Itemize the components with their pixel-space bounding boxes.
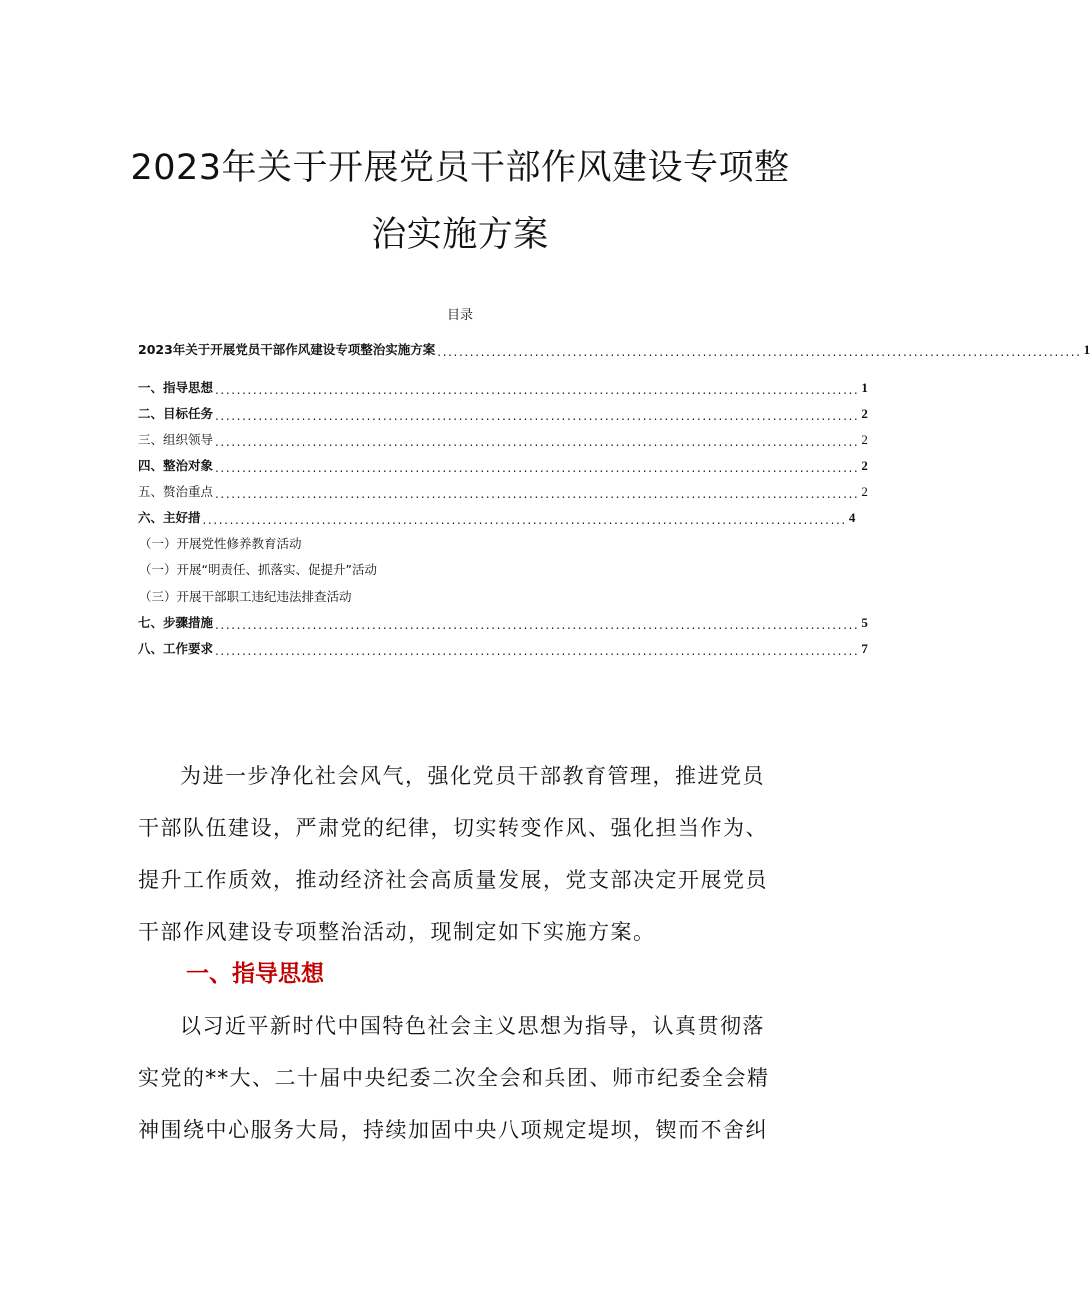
toc-entry[interactable] <box>138 534 302 552</box>
paragraph-line: 为进一步净化社会风气，强化党员干部教育管理，推进党员 <box>180 764 765 788</box>
toc-entry-label: （三）开展干部职工违纪违法排查活动 <box>139 589 352 604</box>
toc-entry-label: 二、目标任务 <box>138 406 214 421</box>
toc-leader-dots: ....................................................................................................................... <box>215 618 860 632</box>
section-paragraph <box>138 1000 788 1156</box>
toc-entry-label: 2023年关于开展党员干部作风建设专项整治实施方案 <box>138 342 436 357</box>
toc-entry-page: 2 <box>861 406 868 421</box>
intro-paragraph <box>138 750 788 958</box>
toc-entry-page: 4 <box>848 510 856 525</box>
toc-leader-dots: ....................................................................................................................... <box>215 383 860 397</box>
document-title-line2: 治实施方案 <box>371 215 549 255</box>
paragraph-line: 提升工作质效，推动经济社会高质量发展，党支部决定开展党员 <box>138 868 768 892</box>
document-title-line1: 2023年关于开展党员干部作风建设专项整 <box>130 148 790 188</box>
toc-entry-page: 2 <box>861 484 868 499</box>
toc-entry-label: 三、组织领导 <box>138 432 214 447</box>
toc-entry-page: 7 <box>861 641 868 656</box>
toc-entry-page: 1 <box>861 380 868 395</box>
toc-entry-label: 六、主好措 <box>138 510 201 525</box>
toc-leader-dots: ....................................................................................................................... <box>215 487 860 501</box>
toc-entry-label: 八、工作要求 <box>138 641 214 656</box>
toc-leader-dots: ....................................................................................................................... <box>202 513 847 527</box>
toc-entry[interactable] <box>138 560 377 578</box>
toc-heading: 目录 <box>446 308 473 323</box>
paragraph-line: 神围绕中心服务大局，持续加固中央八项规定堤坝，锲而不舍纠 <box>138 1118 768 1142</box>
toc-entry[interactable] <box>138 430 868 449</box>
toc-entry-label: 五、赘治重点 <box>138 484 214 499</box>
toc-leader-dots: ....................................................................................................................... <box>215 409 860 423</box>
toc-entry-label: 一、指导思想 <box>138 380 214 395</box>
toc-leader-dots: ....................................................................................................................... <box>437 345 1082 359</box>
toc-leader-dots: ....................................................................................................................... <box>215 644 860 658</box>
toc-entry[interactable] <box>138 456 868 475</box>
toc-entry[interactable] <box>138 482 868 501</box>
paragraph-line: 干部作风建设专项整治活动，现制定如下实施方案。 <box>138 920 656 944</box>
toc-entry-page: 1 <box>1083 342 1090 357</box>
toc-entry[interactable] <box>138 508 856 527</box>
toc-entry-label: （一）开展“明责任、抓落实、促提升”活动 <box>139 562 377 577</box>
paragraph-line: 实党的**大、二十届中央纪委二次全会和兵团、师市纪委全会精 <box>138 1066 770 1090</box>
toc-entry[interactable] <box>138 639 868 658</box>
toc-entry-label: （一）开展党性修养教育活动 <box>139 536 302 551</box>
toc-entry-label: 七、步骤措施 <box>138 615 214 630</box>
toc-leader-dots: ....................................................................................................................... <box>215 435 860 449</box>
toc-entry-page: 2 <box>861 432 868 447</box>
paragraph-line: 干部队伍建设，严肃党的纪律，切实转变作风、强化担当作为、 <box>138 816 768 840</box>
toc-entry[interactable] <box>138 613 868 632</box>
toc-entry-page: 2 <box>861 458 868 473</box>
toc-entry[interactable] <box>138 404 868 423</box>
toc-entry-label: 四、整治对象 <box>138 458 214 473</box>
toc-entry[interactable] <box>138 587 352 605</box>
paragraph-line: 以习近平新时代中国特色社会主义思想为指导，认真贯彻落 <box>180 1014 765 1038</box>
toc-leader-dots: ....................................................................................................................... <box>215 461 860 475</box>
toc-entry[interactable] <box>138 340 1090 359</box>
toc-entry[interactable] <box>138 378 868 397</box>
section-heading-guiding-ideology: 一、指导思想 <box>186 961 324 987</box>
toc-entry-page: 5 <box>861 615 868 630</box>
